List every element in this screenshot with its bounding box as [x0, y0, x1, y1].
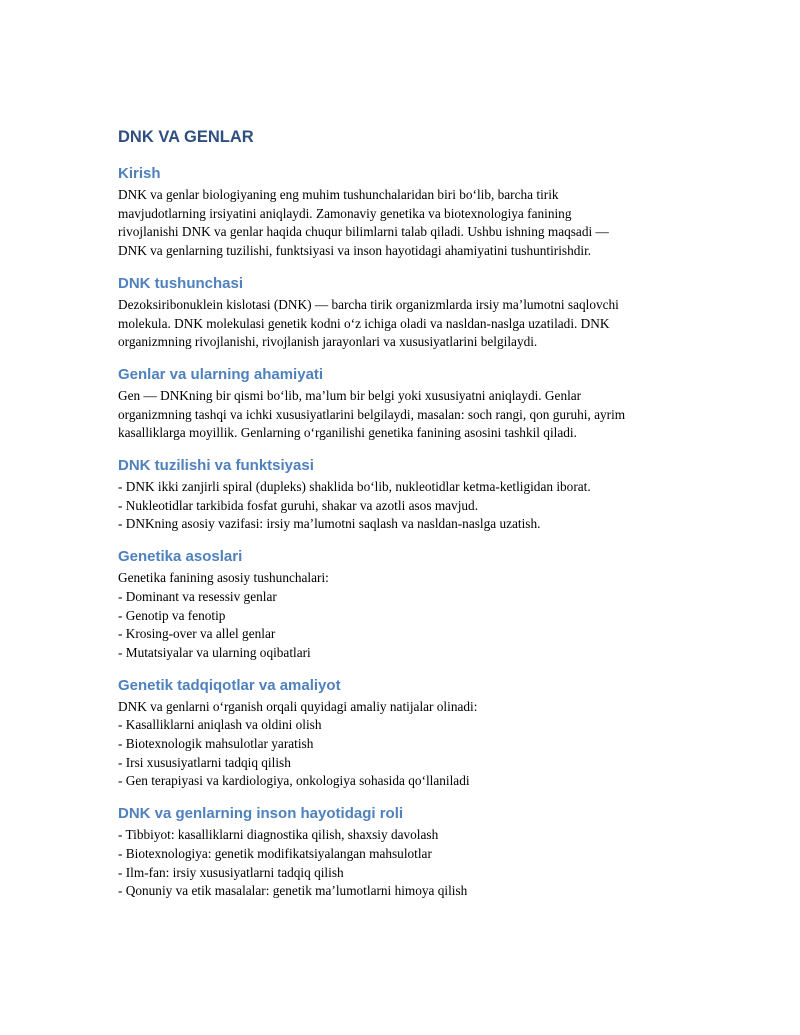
list-item: - Tibbiyot: kasalliklarni diagnostika qilish, shaxsiy davolash	[118, 827, 439, 843]
paragraph-line: organizmning tashqi va ichki xususiyatlarini belgilaydi, masalan: soch rangi, qon guruhi, ayrim	[118, 406, 626, 422]
section-body	[118, 569, 688, 663]
paragraph-line: molekula. DNK molekulasi genetik kodni o‘z ichiga oladi va nasldan-naslga uzatiladi. DNK	[118, 315, 610, 331]
paragraph-line: mavjudotlarning irsiyatini aniqlaydi. Zamonaviy genetika va biotexnologiya fanining	[118, 205, 572, 221]
section-heading: Genetik tadqiqotlar va amaliyot	[118, 676, 341, 694]
section-body	[118, 296, 688, 352]
document-sections	[118, 164, 688, 901]
paragraph-line: rivojlanishi DNK va genlar haqida chuqur bilimlarni talab qiladi. Ushbu ishning maqsadi —	[118, 224, 609, 240]
section-body	[118, 186, 688, 261]
list-item: - Mutatsiyalar va ularning oqibatlari	[118, 644, 311, 660]
document-title: DNK VA GENLAR	[118, 128, 254, 146]
section	[118, 804, 688, 901]
section	[118, 676, 688, 792]
section-heading: DNK va genlarning inson hayotidagi roli	[118, 805, 404, 823]
document-content	[118, 126, 688, 914]
list-item: - Nukleotidlar tarkibida fosfat guruhi, shakar va azotli asos mavjud.	[118, 497, 479, 513]
section-heading: Genetika asoslari	[118, 548, 243, 566]
list-item: - Genotip va fenotip	[118, 607, 226, 623]
list-item: - Biotexnologiya: genetik modifikatsiyalangan mahsulotlar	[118, 845, 432, 861]
section	[118, 456, 688, 534]
section	[118, 164, 688, 261]
section-heading: Kirish	[118, 165, 161, 182]
section-body	[118, 826, 688, 901]
section-body	[118, 387, 688, 443]
list-item: - Irsi xususiyatlarni tadqiq qilish	[118, 754, 291, 770]
section	[118, 547, 688, 663]
paragraph-line: Dezoksiribonuklein kislotasi (DNK) — barcha tirik organizmlarda irsiy ma’lumotni saqlovchi	[118, 296, 619, 312]
list-item: - Biotexnologik mahsulotlar yaratish	[118, 736, 314, 752]
section-heading: DNK tushunchasi	[118, 274, 244, 292]
section-heading: Genlar va ularning ahamiyati	[118, 365, 324, 383]
section	[118, 365, 688, 443]
paragraph-line: DNK va genlarni o‘rganish orqali quyidagi amaliy natijalar olinadi:	[118, 698, 478, 714]
list-item: - Kasalliklarni aniqlash va oldini olish	[118, 717, 322, 733]
section-body	[118, 478, 688, 534]
paragraph-line: kasalliklarga moyillik. Genlarning o‘rganilishi genetika fanining asosini tashkil qiladi.	[118, 425, 577, 441]
section-body	[118, 698, 688, 792]
list-item: - DNKning asosiy vazifasi: irsiy ma’lumotni saqlash va nasldan-naslga uzatish.	[118, 516, 541, 532]
list-item: - Ilm-fan: irsiy xususiyatlarni tadqiq qilish	[118, 864, 344, 880]
section-heading: DNK tuzilishi va funktsiyasi	[118, 457, 314, 475]
paragraph-line: Genetika fanining asosiy tushunchalari:	[118, 570, 329, 586]
paragraph-line: DNK va genlar biologiyaning eng muhim tushunchalaridan biri bo‘lib, barcha tirik	[118, 187, 559, 202]
paragraph-line: organizmning rivojlanishi, rivojlanish jarayonlari va xususiyatlarini belgilaydi.	[118, 334, 538, 350]
list-item: - DNK ikki zanjirli spiral (dupleks) shaklida bo‘lib, nukleotidlar ketma-ketligidan iborat.	[118, 479, 591, 495]
list-item: - Dominant va resessiv genlar	[118, 588, 277, 604]
list-item: - Gen terapiyasi va kardiologiya, onkologiya sohasida qo‘llaniladi	[118, 773, 470, 789]
paragraph-line: DNK va genlarning tuzilishi, funktsiyasi va inson hayotidagi ahamiyatini tushuntirishdir.	[118, 243, 592, 259]
paragraph-line: Gen — DNKning bir qismi bo‘lib, ma’lum bir belgi yoki xususiyatni aniqlaydi. Genlar	[118, 387, 582, 403]
list-item: - Qonuniy va etik masalalar: genetik ma’lumotlarni himoya qilish	[118, 883, 468, 899]
section	[118, 274, 688, 352]
list-item: - Krosing-over va allel genlar	[118, 626, 276, 642]
